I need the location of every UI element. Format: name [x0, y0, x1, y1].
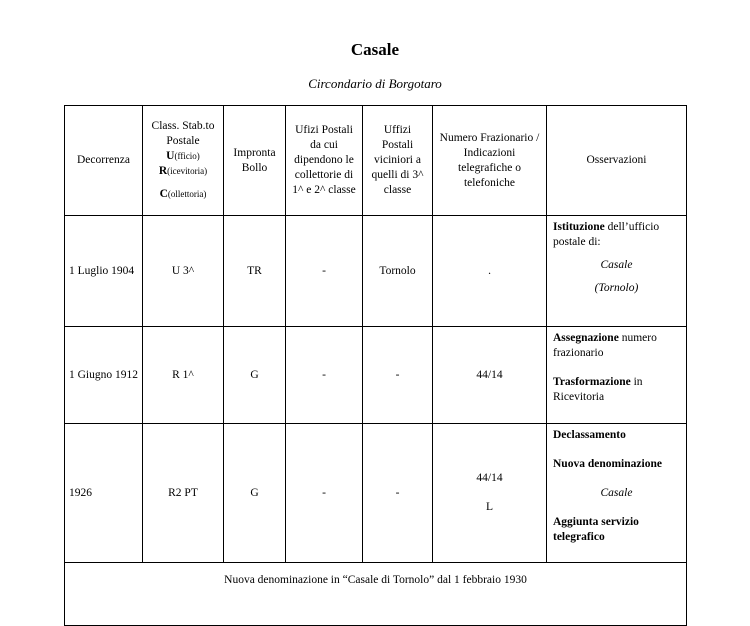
table-row [65, 424, 687, 563]
header-classificazione: Class. Stab.to Postale U(fficio) R(icevitoria) C(ollettoria) [143, 106, 224, 216]
cell-uffizi: - [363, 327, 433, 424]
header-osservazioni: Osservazioni [547, 106, 687, 216]
cell-classe: R 1^ [143, 327, 224, 424]
cell-numero: 44/14 L [433, 424, 547, 563]
cell-uffizi: - [363, 424, 433, 563]
cell-numero: 44/14 [433, 327, 547, 424]
cell-osservazioni: Declassamento Nuova denominazione Casale Aggiunta servizio telegrafico [547, 424, 687, 563]
cell-impronta: G [224, 327, 286, 424]
cell-ufizi: - [286, 327, 363, 424]
cell-decorrenza: 1926 [65, 424, 143, 563]
cell-decorrenza: 1 Giugno 1912 [65, 327, 143, 424]
table-row [65, 327, 687, 424]
header-ufizi-postali: Ufizi Postali da cui dipendono le collettorie di 1^ e 2^ classe [286, 106, 363, 216]
cell-osservazioni: Istituzione dell’ufficio postale di: Casale (Tornolo) [547, 216, 687, 327]
header-uffizi-viciniori: Uffizi Postali viciniori a quelli di 3^ classe [363, 106, 433, 216]
header-decorrenza: Decorrenza [65, 106, 143, 216]
cell-ufizi: - [286, 216, 363, 327]
cell-numero: . [433, 216, 547, 327]
table-row [65, 216, 687, 327]
register-table [64, 105, 687, 626]
cell-decorrenza: 1 Luglio 1904 [65, 216, 143, 327]
cell-osservazioni: Assegnazione numero frazionario Trasformazione in Ricevitoria [547, 327, 687, 424]
cell-classe: R2 PT [143, 424, 224, 563]
header-numero-frazionario: Numero Frazionario / Indicazioni telegrafiche o telefoniche [433, 106, 547, 216]
cell-classe: U 3^ [143, 216, 224, 327]
page-title: Casale [350, 40, 400, 59]
table-footer-row [65, 563, 687, 626]
table-header-row [65, 106, 687, 216]
cell-ufizi: - [286, 424, 363, 563]
page-subtitle: Circondario di Borgotaro [308, 76, 442, 91]
cell-impronta: G [224, 424, 286, 563]
header-impronta-bollo: Impronta Bollo [224, 106, 286, 216]
cell-impronta: TR [224, 216, 286, 327]
cell-uffizi: Tornolo [363, 216, 433, 327]
footer-note: Nuova denominazione in “Casale di Tornolo” dal 1 febbraio 1930 [65, 563, 687, 626]
